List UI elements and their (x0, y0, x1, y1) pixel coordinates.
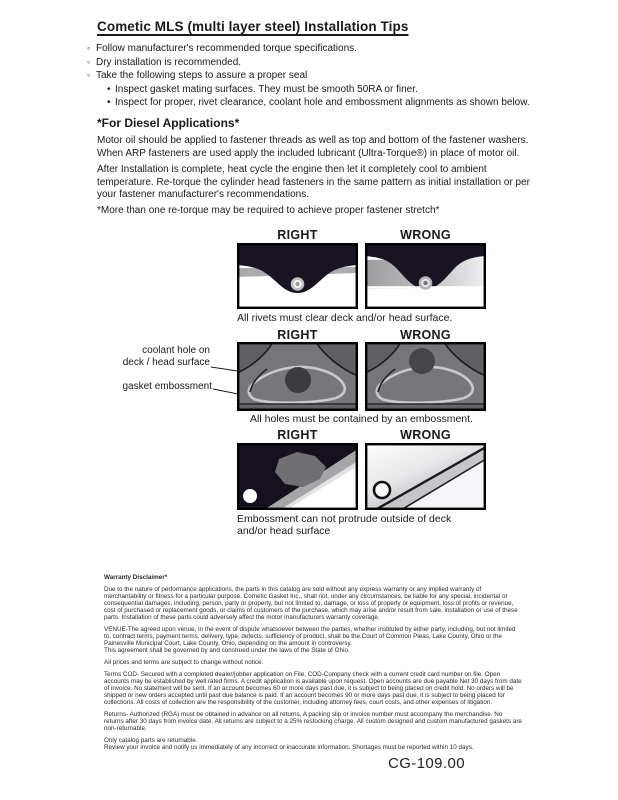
warranty-heading: Warranty Disclaimer* (104, 574, 168, 581)
bullet-text: Dry installation is recommended. (96, 56, 242, 68)
embossment-contain-wrong-diagram (365, 342, 486, 411)
diagram-label-right: RIGHT (277, 228, 318, 242)
diagram-label-wrong: WRONG (400, 328, 451, 342)
diagram-label-right: RIGHT (277, 328, 318, 342)
open-bullet-icon: ◦ (87, 43, 91, 53)
fine-print-paragraph: Returns- Authorized (RGA) must be obtained in advance on all returns. A packing slip or invoice number must accompany the merchandise. No returns after 30 days from invoice date. All returns are subject to a 25% restocking charge. All custom designed and custom manufactured gaskets are non-returnable. (104, 711, 522, 732)
rivet-clearance-right-diagram (237, 243, 358, 309)
fine-print-paragraph: This agreement shall be governed by and construed under the laws of the State of Ohio. (104, 647, 350, 654)
bullet-text: Inspect for proper, rivet clearance, coolant hole and embossment alignments as shown below. (115, 97, 530, 108)
fine-print-paragraph: Review your invoice and notify us immediately of any incorrect or inaccurate information. Shortages must be reported within 10 days. (104, 744, 474, 751)
sub-bullet-item (87, 83, 557, 97)
bullet-item (87, 42, 557, 56)
page-number: CG-109.00 (388, 755, 465, 772)
embossment-contain-right-diagram (237, 342, 358, 411)
retorque-note: *More than one re-torque may be required to achieve proper fastener stretch* (97, 205, 440, 216)
bullet-text: Follow manufacturer's recommended torque specifications. (96, 43, 357, 54)
protrusion-right-diagram (237, 443, 358, 510)
diesel-section-heading: *For Diesel Applications* (97, 116, 240, 130)
gasket-embossment-label: gasket embossment (122, 381, 212, 392)
fine-print-paragraph: VENUE-The agreed upon venue, in the event of dispute whatsoever between the parties, whether instituted by either party, including, but not limited to, contract terms, payment terms, delivery, type, defects, sufficiency of product, shall be the Court of Common Pleas, Lake County, Ohio or the Painesville Municipal Court, Lake County, Ohio, depending on the amount in controversy. (104, 626, 516, 647)
sub-bullet-item (87, 96, 557, 110)
bullet-text: Take the following steps to assure a proper seal (96, 70, 308, 81)
holes-caption: All holes must be contained by an embossment. (250, 413, 473, 425)
body-paragraph: Motor oil should be applied to fastener threads as well as top and bottom of the fastener washers. When ARP fasteners are used apply the included lubricant (Ultra-Torque®) in place of motor oil. (97, 135, 529, 159)
bullet-item (87, 56, 557, 70)
bullet-list (87, 42, 557, 110)
bullet-item (87, 69, 557, 83)
open-bullet-icon: ◦ (87, 56, 91, 67)
page-title: Cometic MLS (multi layer steel) Installation Tips (97, 19, 409, 34)
bullet-text: Inspect gasket mating surfaces. They must be smooth 50RA or finer. (115, 83, 418, 95)
protrusion-caption: Embossment can not protrude outside of deck and/or head surface (237, 513, 452, 537)
fine-print-paragraph: Due to the nature of performance applications, the parts in this catalog are sold without any express warranty or any implied warranty of merchantability or fitness for a particular purpose. Cometic Gasket Inc., shall not, under any circumstances, be liable for any special, incidental or consequential damages, including, person, party or property, but not limited to, damage, or loss of property or equipment, loss of profits or revenue, cost of purchased or replacement goods, or claims of customers of the purchase, which may arise and/or result from sale, installation or use of these parts. Installation of these parts could adversely affect the motor manufacturers warranty coverage. (104, 586, 518, 621)
diagram-label-wrong: WRONG (400, 228, 451, 242)
open-bullet-icon: ◦ (87, 70, 91, 80)
fine-print-paragraph: Terms COD- Secured with a completed dealer/jobber application on File, COD-Company check with a current credit card number on file. Open accounts may be established by well rated firms. A credit application is available upon request. Open accounts are due payable Net 30 days from date of invoice. No statement will be sent. If an account becomes 60 or more days past due, it is subject to being placed on credit hold. No orders will be shipped or new orders accepted until past due balance is paid. If an account becomes 90 or more days past due, it is subject to being placed for collections. All costs of collection are the responsibility of the customer, including attorney fees, court costs, and other expenses of litigation. (104, 671, 522, 706)
diagram-label-wrong: WRONG (400, 428, 451, 442)
fine-print-paragraph: All prices and terms are subject to change without notice. (104, 659, 264, 666)
coolant-hole-label: coolant hole on deck / head surface (122, 345, 210, 368)
diagram-label-right: RIGHT (277, 428, 318, 442)
fine-print-paragraph: Only catalog parts are returnable. (104, 737, 198, 744)
body-paragraph: After Installation is complete, heat cycle the engine then let it completely cool to ambient temperature. Re-torque the cylinder head fasteners in the same pattern as initial installation or per your fastener manufacturer's recommendations. (97, 164, 531, 200)
rivet-clearance-wrong-diagram (365, 243, 486, 309)
protrusion-wrong-diagram (365, 443, 486, 510)
filled-bullet-icon: • (107, 83, 111, 95)
warranty-fine-print (104, 574, 523, 756)
filled-bullet-icon: • (107, 97, 111, 108)
rivet-caption: All rivets must clear deck and/or head surface. (237, 312, 453, 324)
